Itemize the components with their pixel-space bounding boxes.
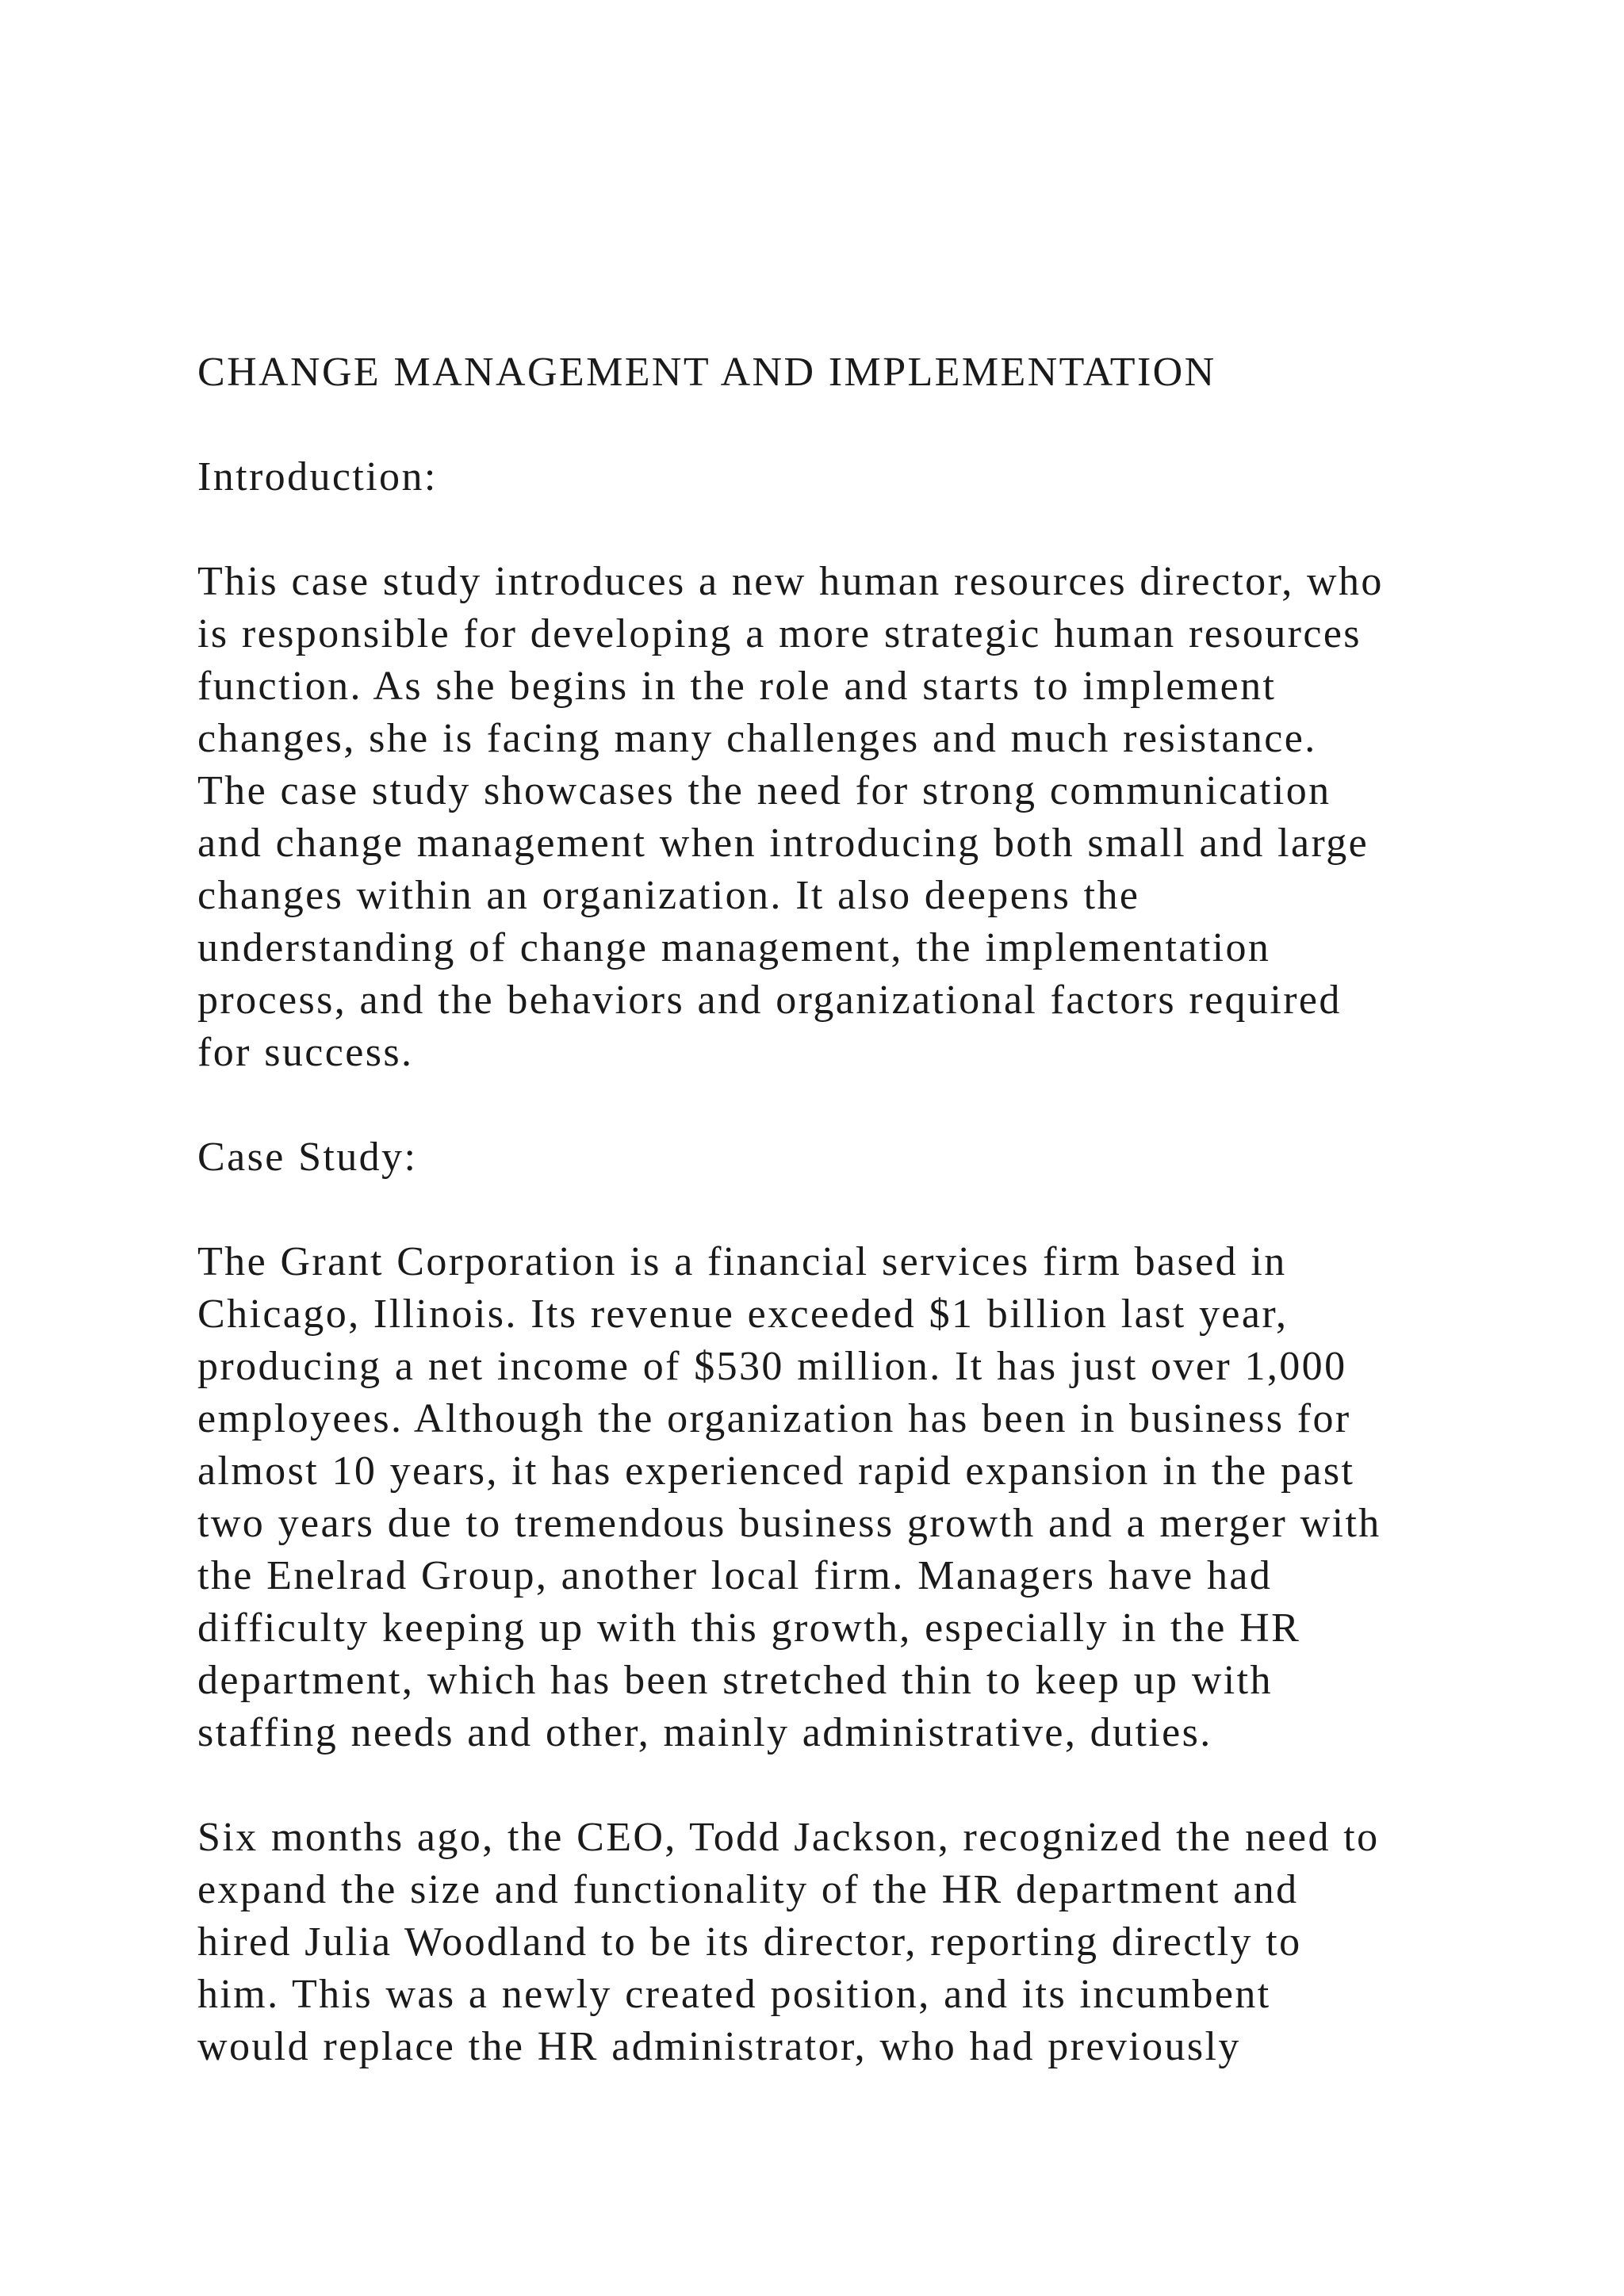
paragraph-line: The Grant Corporation is a financial services firm based in: [197, 1239, 1287, 1284]
paragraph-line: almost 10 years, it has experienced rapid expansion in the past: [197, 1448, 1355, 1494]
paragraph-line: for success.: [197, 1030, 414, 1075]
paragraph-line: producing a net income of $530 million. It has just over 1,000: [197, 1344, 1347, 1389]
paragraph-line: changes, she is facing many challenges and much resistance.: [197, 716, 1317, 761]
paragraph-line: staffing needs and other, mainly administrative, duties.: [197, 1710, 1212, 1755]
paragraph-line: difficulty keeping up with this growth, especially in the HR: [197, 1605, 1301, 1651]
introduction-paragraph: [197, 556, 1561, 1079]
paragraph-line: changes within an organization. It also deepens the: [197, 873, 1140, 918]
case-study-heading: Case Study:: [197, 1135, 418, 1180]
document-title: CHANGE MANAGEMENT AND IMPLEMENTATION: [197, 350, 1216, 395]
paragraph-line: Six months ago, the CEO, Todd Jackson, recognized the need to: [197, 1815, 1380, 1860]
paragraph-line: hired Julia Woodland to be its director, reporting directly to: [197, 1919, 1302, 1965]
paragraph-line: him. This was a newly created position, and its incumbent: [197, 1972, 1271, 2017]
paragraph-line: and change management when introducing both small and large: [197, 821, 1369, 866]
paragraph-line: The case study showcases the need for strong communication: [197, 768, 1331, 813]
case-study-paragraph-1: [197, 1236, 1561, 1759]
paragraph-line: process, and the behaviors and organizational factors required: [197, 978, 1342, 1023]
paragraph-line: is responsible for developing a more strategic human resources: [197, 611, 1362, 656]
paragraph-line: expand the size and functionality of the HR department and: [197, 1867, 1299, 1912]
paragraph-line: understanding of change management, the implementation: [197, 925, 1271, 970]
paragraph-line: This case study introduces a new human resources director, who: [197, 559, 1384, 604]
case-study-paragraph-2: [197, 1812, 1561, 2073]
document-body: [197, 346, 1561, 2126]
paragraph-line: function. As she begins in the role and starts to implement: [197, 664, 1277, 709]
introduction-heading: Introduction:: [197, 454, 438, 499]
paragraph-line: department, which has been stretched thin to keep up with: [197, 1658, 1273, 1703]
paragraph-line: the Enelrad Group, another local firm. Managers have had: [197, 1553, 1273, 1598]
paragraph-line: two years due to tremendous business growth and a merger with: [197, 1501, 1381, 1546]
paragraph-line: would replace the HR administrator, who had previously: [197, 2024, 1241, 2069]
paragraph-line: Chicago, Illinois. Its revenue exceeded $1 billion last year,: [197, 1292, 1289, 1337]
paragraph-line: employees. Although the organization has been in business for: [197, 1396, 1351, 1441]
